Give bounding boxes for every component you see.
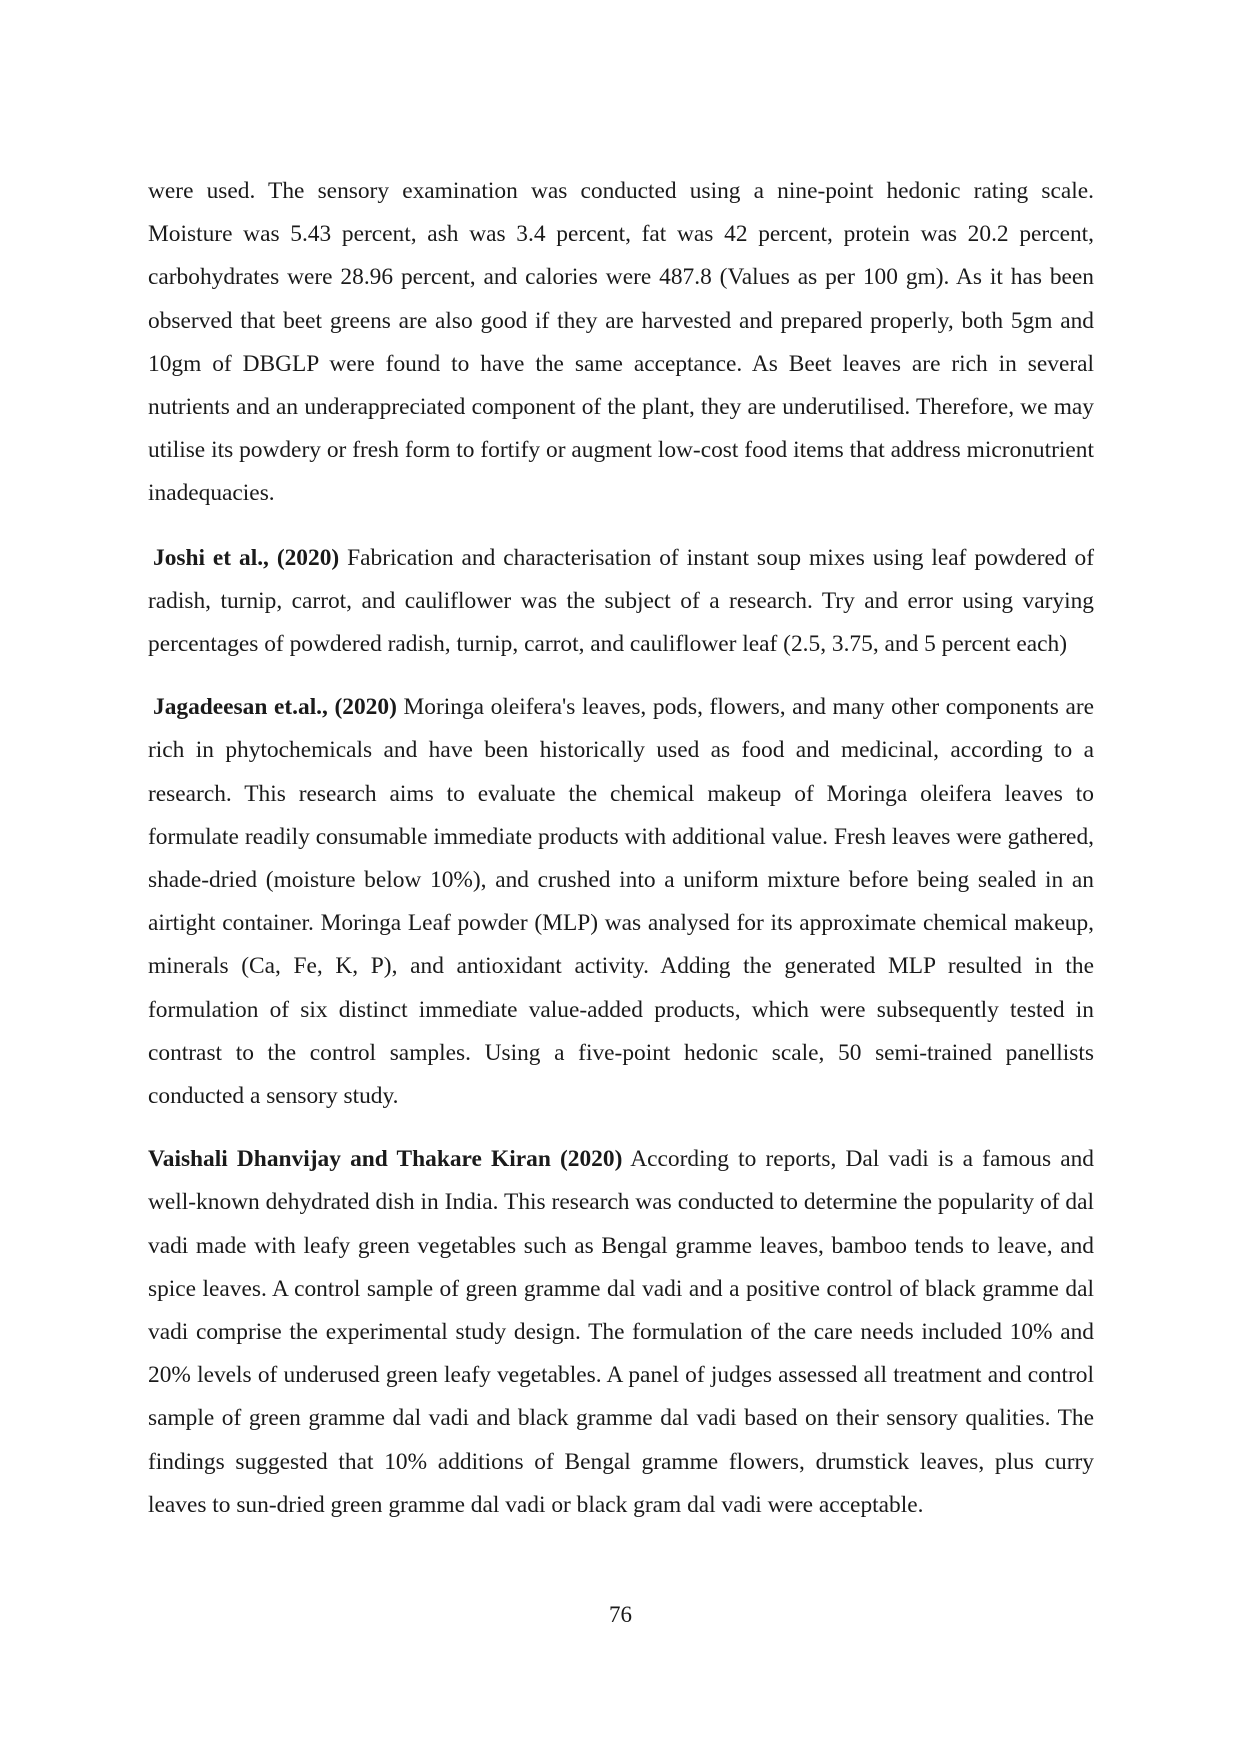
paragraph-jagadeesan bbox=[148, 686, 1094, 1118]
citation-author: Jagadeesan et.al., (2020) bbox=[153, 694, 397, 721]
paragraph-joshi bbox=[148, 537, 1094, 667]
paragraph-text: Fabrication and characterisation of instant soup mixes using leaf powdered of radish, turnip, carrot, and cauliflower was the subject of a research. Try and error using varying percentages of powdered radish, turnip, carrot, and cauliflower leaf (2.5, 3.75, and 5 percent each) bbox=[148, 544, 1095, 658]
paragraph-continuation bbox=[148, 170, 1094, 516]
page-number: 76 bbox=[609, 1602, 632, 1627]
citation-author: Joshi et al., (2020) bbox=[153, 544, 340, 571]
paragraph-text: Moringa oleifera's leaves, pods, flowers, and many other components are rich in phytochemicals and have been historically used as food and medicinal, according to a research. This research aims to evaluate the chemical makeup of Moringa oleifera leaves to formulate readily consumable immediate products with additional value. Fresh leaves were gathered, shade-dried (moisture below 10%), and crushed into a uniform mixture before being sealed in an airtight container. Moringa Leaf powder (MLP) was analysed for its approximate chemical makeup, minerals (Ca, Fe, K, P), and antioxidant activity. Adding the generated MLP resulted in the formulation of six distinct immediate value-added products, which were subsequently tested in contrast to the control samples. Using a five-point hedonic scale, 50 semi-trained panellists conducted a sensory study. bbox=[148, 694, 1094, 1110]
citation-author: Vaishali Dhanvijay and Thakare Kiran (2020) bbox=[148, 1146, 623, 1173]
paragraph-dhanvijay bbox=[148, 1138, 1094, 1527]
paragraph-text: According to reports, Dal vadi is a famous and well-known dehydrated dish in India. This research was conducted to determine the popularity of dal vadi made with leafy green vegetables such as Bengal gramme leaves, bamboo tends to leave, and spice leaves. A control sample of green gramme dal vadi and a positive control of black gramme dal vadi comprise the experimental study design. The formulation of the care needs included 10% and 20% levels of underused green leafy vegetables. A panel of judges assessed all treatment and control sample of green gramme dal vadi and black gramme dal vadi based on their sensory qualities. The findings suggested that 10% additions of Bengal gramme flowers, drumstick leaves, plus curry leaves to sun-dried green gramme dal vadi or black gram dal vadi were acceptable. bbox=[148, 1146, 1094, 1518]
paragraph-text: were used. The sensory examination was conducted using a nine-point hedonic rating scale. Moisture was 5.43 percent, ash was 3.4 percent, fat was 42 percent, protein was 20.2 percent, carbohydrates were 28.96 percent, and calories were 487.8 (Values as per 100 gm). As it has been observed that beet greens are also good if they are harvested and prepared properly, both 5gm and 10gm of DBGLP were found to have the same acceptance. As Beet leaves are rich in several nutrients and an underappreciated component of the plant, they are underutilised. Therefore, we may utilise its powdery or fresh form to fortify or augment low-cost food items that address micronutrient inadequacies. bbox=[148, 178, 1094, 507]
body-text bbox=[148, 170, 1094, 1547]
